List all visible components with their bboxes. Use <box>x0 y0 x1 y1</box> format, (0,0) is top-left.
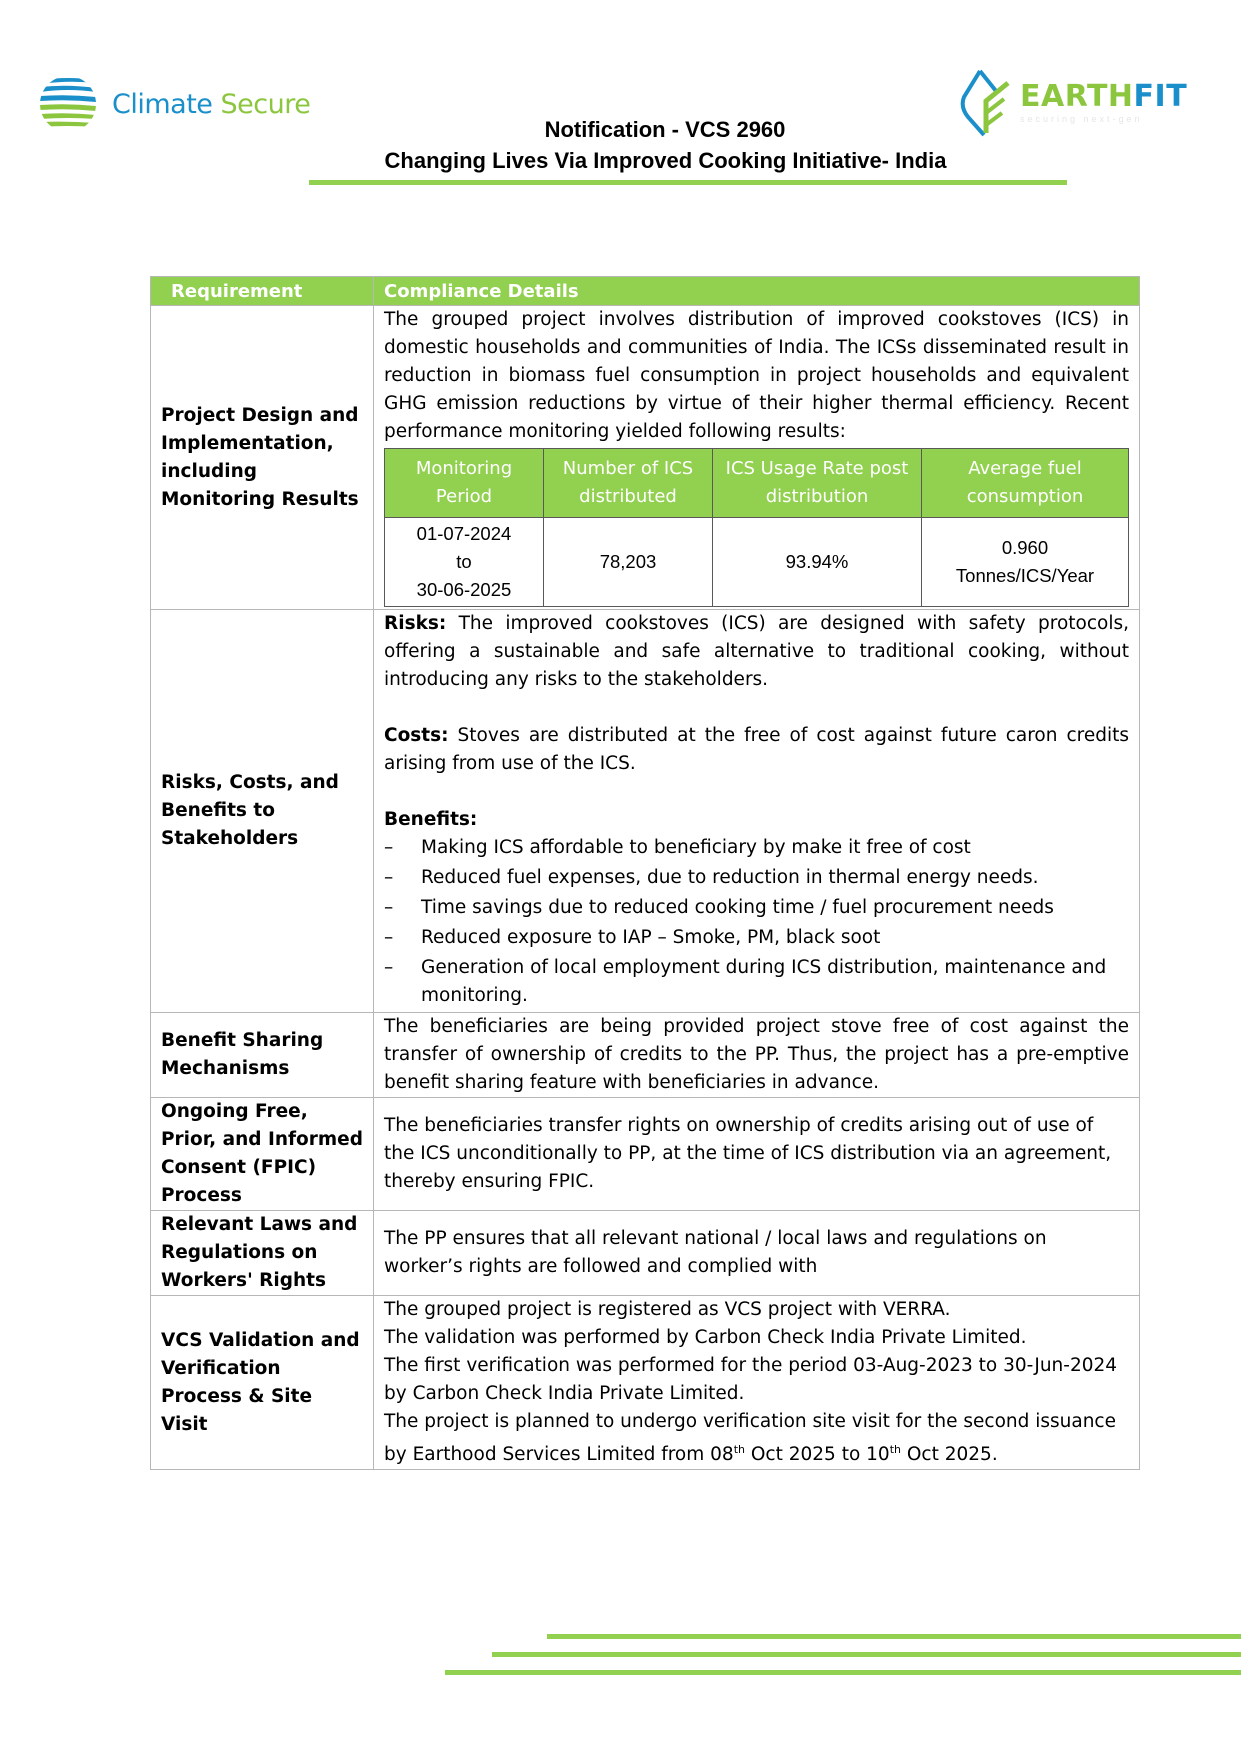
table-row <box>151 610 1140 1013</box>
monitoring-header-row <box>385 449 1129 518</box>
ics-distributed-header: Number of ICS distributed <box>544 449 713 518</box>
details-cell: The beneficiaries are being provided project stove free of cost against the transfer of ownership of credits to the PP. Thus, the project has a pre-emptive benefit sharing feature with beneficiaries in advance. <box>374 1013 1140 1098</box>
notification-title: Notification - VCS 2960 <box>544 117 786 142</box>
requirement-cell: Project Design and Implementation, including Monitoring Results <box>151 306 374 610</box>
details-cell: The PP ensures that all relevant national / local laws and regulations on worker’s rights are followed and complied with <box>374 1211 1140 1296</box>
requirement-cell: Relevant Laws and Regulations on Workers' Rights <box>151 1211 374 1296</box>
dash-bullet-icon: – <box>384 867 394 888</box>
list-item: – Reduced exposure to IAP – Smoke, PM, black soot <box>384 924 1129 952</box>
monitoring-results-table <box>384 448 1129 607</box>
monitoring-period-value: 01-07-2024 to 30-06-2025 <box>385 518 544 607</box>
climate-secure-wordmark: Climate Secure <box>112 88 311 120</box>
monitoring-data-row <box>385 518 1129 607</box>
usage-rate-value: 93.94% <box>713 518 922 607</box>
dash-bullet-icon: – <box>384 957 394 978</box>
table-row <box>151 1296 1140 1470</box>
dash-bullet-icon: – <box>384 927 394 948</box>
list-item: – Generation of local employment during ICS distribution, maintenance and monitoring. <box>384 954 1129 1010</box>
ics-distributed-value: 78,203 <box>544 518 713 607</box>
risks-paragraph: Risks: The improved cookstoves (ICS) are designed with safety protocols, offering a sustainable and safe alternative to traditional cooking, without introducing any risks to the stakeholders. <box>384 613 1129 690</box>
project-description: The grouped project involves distribution of improved cookstoves (ICS) in domestic households and communities of India. The ICSs disseminated result in reduction in biomass fuel consumption in project households and equivalent GHG emission reductions by virtue of their higher thermal efficiency. Recent performance monitoring yielded following results: <box>384 309 1129 442</box>
site-visit-line: The project is planned to undergo verification site visit for the second issuance by Earthood Services Limited from 08th Oct 2025 to 10th Oct 2025. <box>384 1411 1116 1466</box>
requirement-cell: Ongoing Free, Prior, and Informed Consent (FPIC) Process <box>151 1098 374 1211</box>
list-item: – Time savings due to reduced cooking time / fuel procurement needs <box>384 894 1129 922</box>
table-row <box>151 1013 1140 1098</box>
column-header-requirement: Requirement <box>151 277 374 306</box>
requirement-cell: Risks, Costs, and Benefits to Stakeholders <box>151 610 374 1013</box>
benefits-heading: Benefits: <box>384 809 478 830</box>
first-verification-line: The first verification was performed for the period 03-Aug-2023 to 30-Jun-2024 by Carbon Check India Private Limited. <box>384 1355 1118 1404</box>
dash-bullet-icon: – <box>384 897 394 918</box>
earthfit-wordmark: EARTHFIT <box>1020 79 1188 114</box>
fuel-consumption-header: Average fuel consumption <box>922 449 1129 518</box>
fuel-consumption-value: 0.960 Tonnes/ICS/Year <box>922 518 1129 607</box>
table-header-row <box>151 277 1140 306</box>
footer-line-3 <box>445 1670 1241 1675</box>
validation-line: The validation was performed by Carbon Check India Private Limited. <box>384 1327 1027 1348</box>
earthfit-tagline: securing next-gen <box>1020 114 1143 124</box>
usage-rate-header: ICS Usage Rate post distribution <box>713 449 922 518</box>
costs-paragraph: Costs: Stoves are distributed at the free of cost against future caron credits arising from use of the ICS. <box>384 725 1129 774</box>
requirement-cell: VCS Validation and Verification Process & Site Visit <box>151 1296 374 1470</box>
table-row <box>151 1098 1140 1211</box>
benefits-list <box>384 834 1129 1010</box>
monitoring-period-header: Monitoring Period <box>385 449 544 518</box>
footer-line-1 <box>547 1634 1241 1639</box>
project-title: Changing Lives Via Improved Cooking Initiative- India <box>384 148 947 173</box>
list-item: – Reduced fuel expenses, due to reduction in thermal energy needs. <box>384 864 1129 892</box>
details-cell <box>374 306 1140 610</box>
footer-line-2 <box>492 1652 1241 1657</box>
requirement-cell: Benefit Sharing Mechanisms <box>151 1013 374 1098</box>
column-header-compliance-details: Compliance Details <box>374 277 1140 306</box>
list-item: – Making ICS affordable to beneficiary by make it free of cost <box>384 834 1129 862</box>
registration-line: The grouped project is registered as VCS project with VERRA. <box>384 1299 951 1320</box>
details-cell <box>374 1296 1140 1470</box>
dash-bullet-icon: – <box>384 837 394 858</box>
details-cell: The beneficiaries transfer rights on ownership of credits arising out of use of the ICS unconditionally to PP, at the time of ICS distribution via an agreement, thereby ensuring FPIC. <box>374 1098 1140 1211</box>
compliance-table <box>150 276 1140 1470</box>
details-cell <box>374 610 1140 1013</box>
table-row <box>151 1211 1140 1296</box>
title-divider <box>309 180 1067 185</box>
table-row <box>151 306 1140 610</box>
